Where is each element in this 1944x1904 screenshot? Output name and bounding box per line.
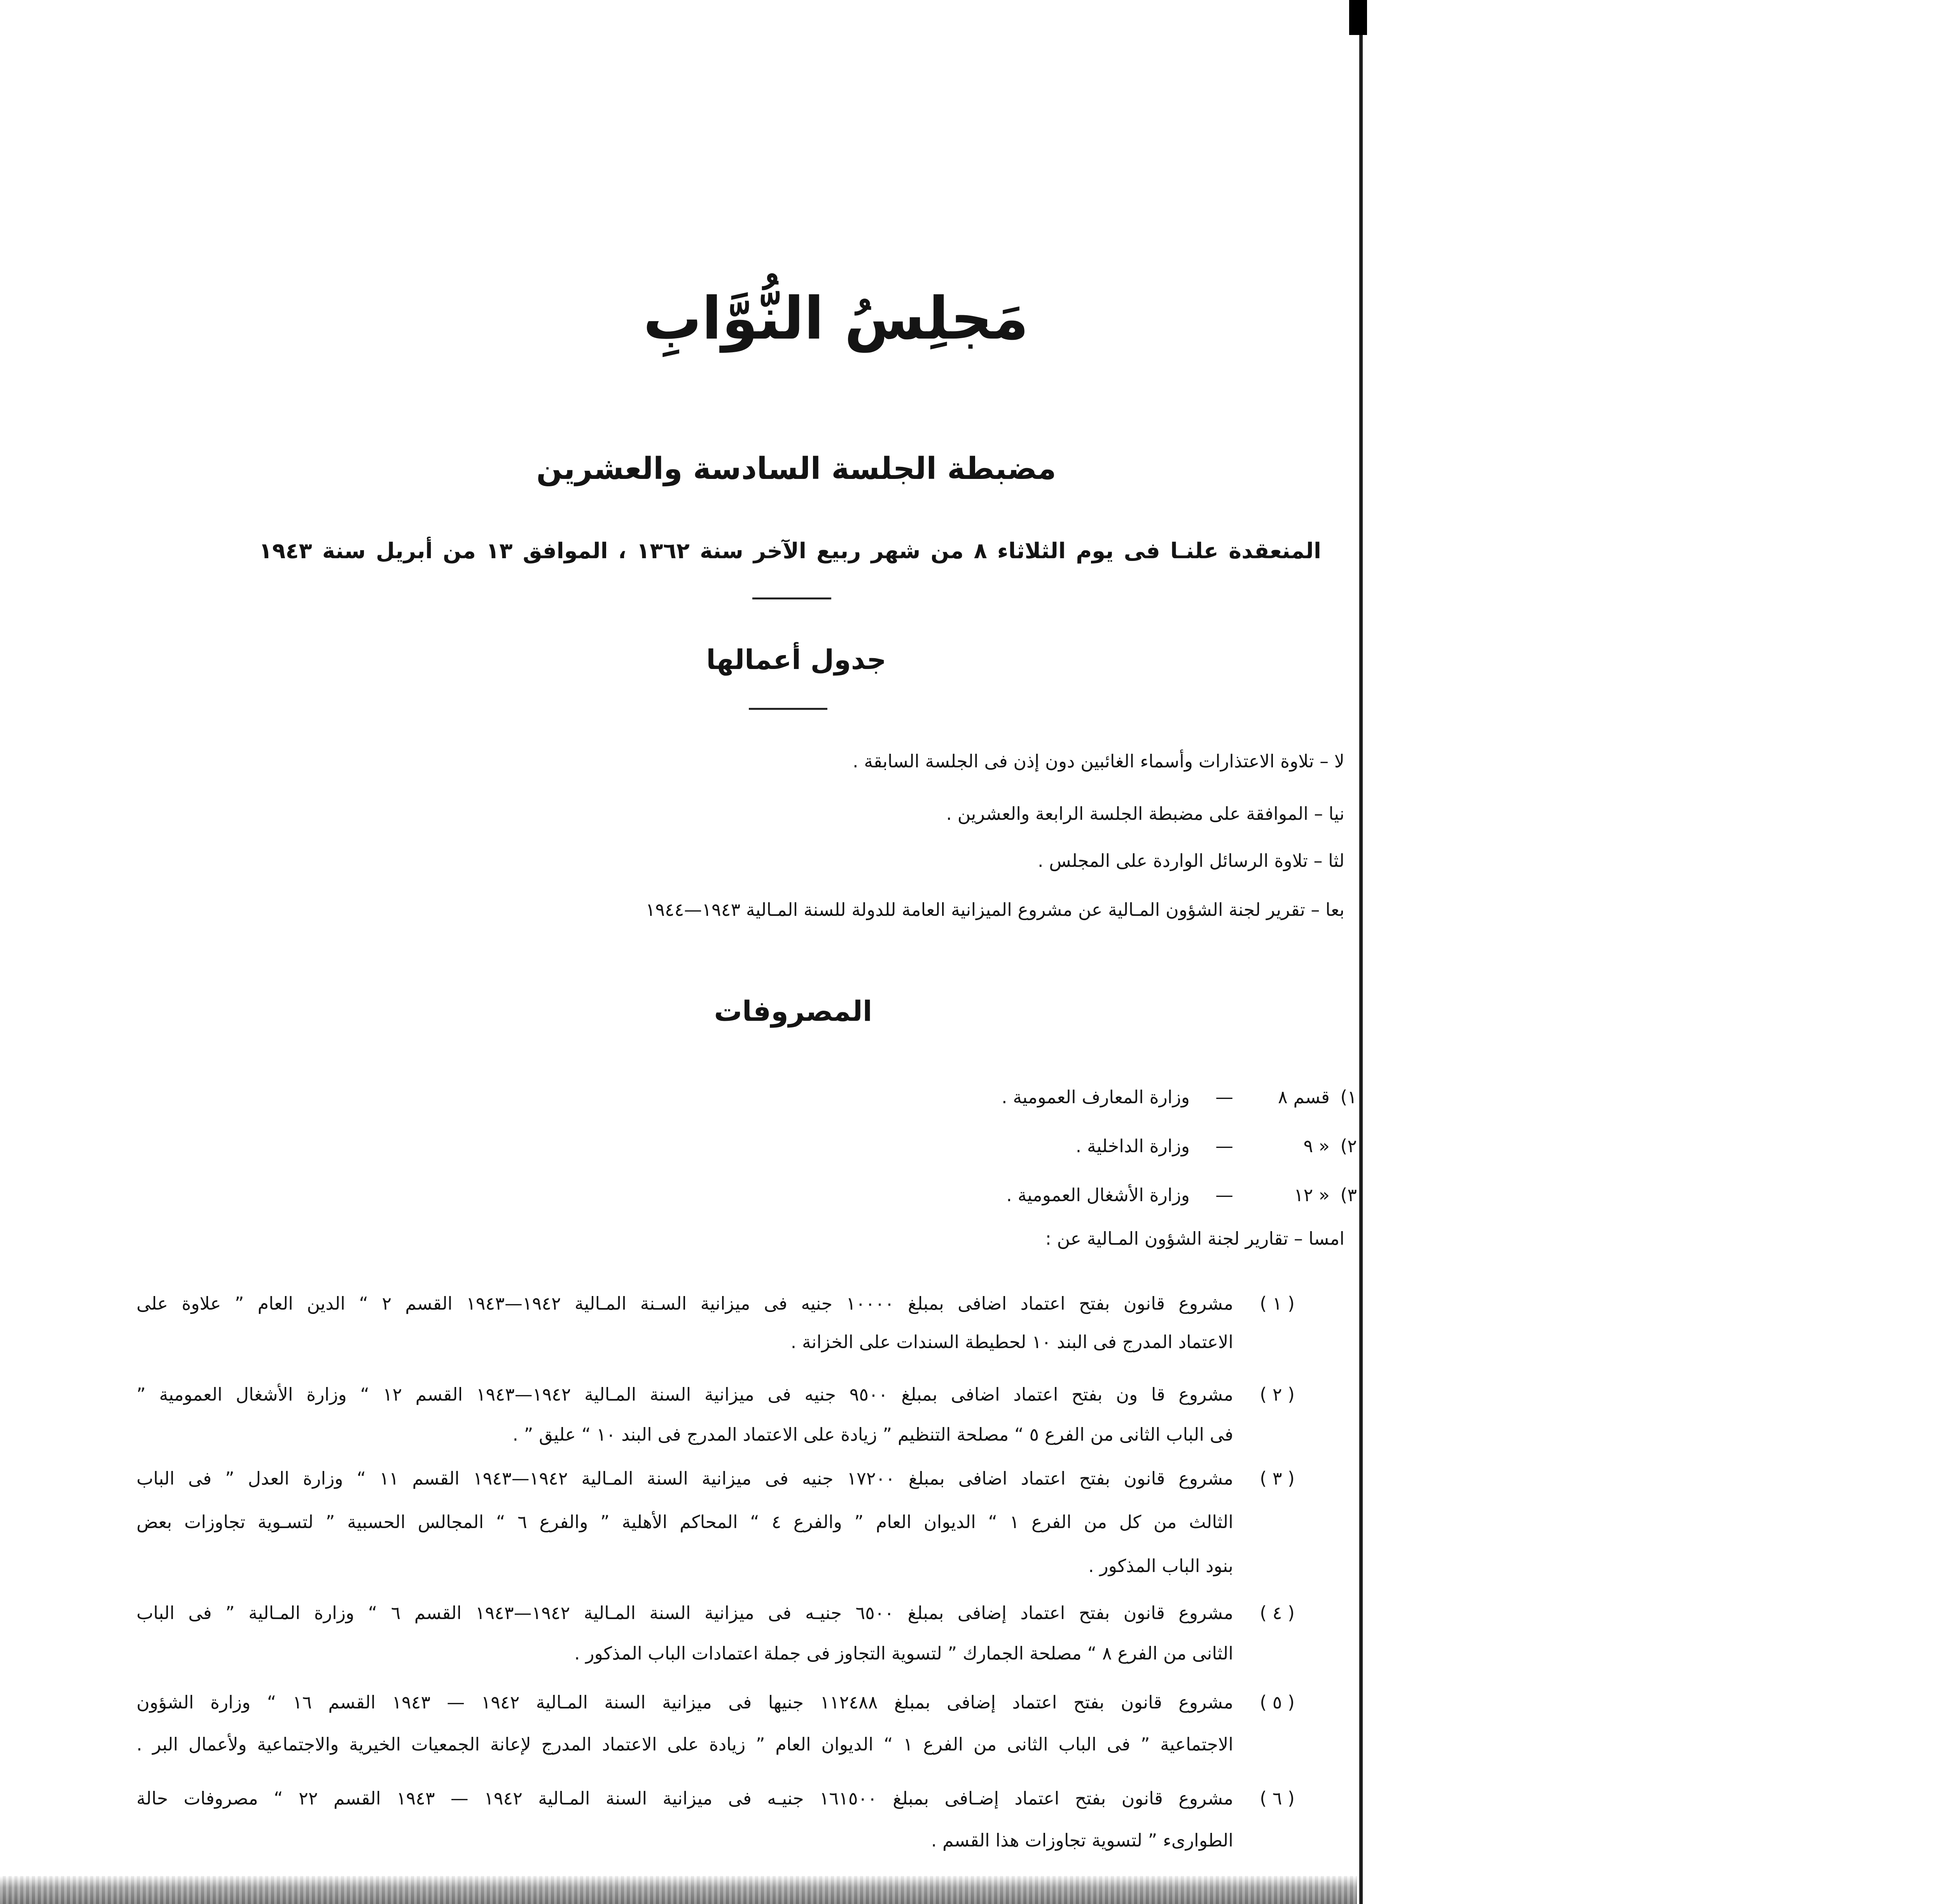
expense-ministry: وزارة الأشغال العمومية . <box>1006 1184 1190 1205</box>
bill-line: فى الباب الثانى من الفرع ٥ “ مصلحة التنظيم ” زيادة على الاعتماد المدرج فى البند ١٠ “ عليق ” . <box>512 1424 1233 1445</box>
agenda-item: بعا – تقرير لجنة الشؤون المـالية عن مشروع الميزانية العامة للدولة للسنة المـالية ١٩٤٣—١٩٤٤ <box>645 899 1344 920</box>
bill-line: مشروع قانون بفتح اعتماد إضـافى بمبلغ ١٦١٥٠٠ جنيـه فى ميزانية السنة المـالية ١٩٤٢ — ١٩٤٣ القسم ٢٢ “ مصروفات حالة <box>136 1788 1233 1809</box>
agenda-title: جدول أعمالها <box>706 644 886 676</box>
emblem-calligraphy-title: مَجلِسُ النُّوَّابِ <box>643 285 1029 353</box>
agenda-item: لثا – تلاوة الرسائل الواردة على المجلس . <box>1038 850 1344 871</box>
expense-dash: — <box>1215 1184 1233 1205</box>
bill-line: مشروع قا ون بفتح اعتماد اضافى بمبلغ ٩٥٠٠ جنيه فى ميزانية السنة المـالية ١٩٤٢—١٩٤٣ القسم ١٢ “ وزارة الأشغال العمومية ” <box>136 1384 1234 1405</box>
bill-number: ( ٦ ) <box>1260 1788 1295 1809</box>
bill-line: بنود الباب المذكور . <box>1088 1555 1233 1576</box>
expense-ministry: وزارة المعارف العمومية . <box>1001 1087 1190 1107</box>
page-binding-shadow <box>1349 0 1367 35</box>
expenses-heading: المصروفات <box>714 995 872 1027</box>
bill-number: ( ٥ ) <box>1260 1692 1295 1713</box>
scan-bottom-shadow <box>0 1876 1357 1904</box>
expense-number: ١) <box>1340 1087 1357 1107</box>
bill-number: ( ١ ) <box>1260 1293 1295 1314</box>
expense-ministry: وزارة الداخلية . <box>1075 1135 1190 1156</box>
divider-rule <box>749 708 827 710</box>
session-date-line: المنعقدة علنـا فى يوم الثلاثاء ٨ من شهر ربيع الآخر سنة ١٣٦٢ ، الموافق ١٣ من أبريل سنة ١٩٤٣ <box>259 538 1322 564</box>
bill-number: ( ٣ ) <box>1260 1468 1295 1489</box>
expense-section: قسم ٨ <box>1278 1087 1330 1107</box>
expense-dash: — <box>1215 1087 1233 1107</box>
bill-number: ( ٢ ) <box>1260 1384 1295 1405</box>
bill-line: مشروع قانون بفتح اعتماد إضافى بمبلغ ١١٢٤٨٨ جنيها فى ميزانية السنة المـالية ١٩٤٢ — ١٩٤٣ القسم ١٦ “ وزارة الشؤون <box>136 1692 1233 1713</box>
bill-line: الثانى من الفرع ٨ “ مصلحة الجمارك ” لتسوية التجاوز فى جملة اعتمادات الباب المذكور . <box>574 1643 1233 1664</box>
divider-rule <box>752 597 831 599</box>
bill-line: الثالث من كل من الفرع ١ “ الديوان العام ” والفرع ٤ “ المحاكم الأهلية ” والفرع ٦ “ المجالس الحسبية ” لتسـوية تجاوزات بعض <box>136 1511 1233 1532</box>
expense-number: ٣) <box>1340 1184 1357 1205</box>
agenda-item: لا – تلاوة الاعتذارات وأسماء الغائبين دون إذن فى الجلسة السابقة . <box>852 751 1344 772</box>
bill-number: ( ٤ ) <box>1260 1602 1295 1623</box>
expense-section: « ٩ <box>1303 1135 1330 1156</box>
agenda-item-reports: امسا – تقارير لجنة الشؤون المـالية عن : <box>1045 1228 1344 1249</box>
page-binding-edge <box>1359 0 1363 1904</box>
bill-line: مشروع قانون بفتح اعتماد إضافى بمبلغ ٦٥٠٠ جنيـه فى ميزانية السنة المـالية ١٩٤٢—١٩٤٣ القسم ٦ “ وزارة المـالية ” فى الباب <box>136 1602 1234 1623</box>
bill-line: مشروع قانون بفتح اعتماد اضافى بمبلغ ١٠٠٠٠ جنيه فى ميزانية السـنة المـالية ١٩٤٢—١٩٤٣ القسم ٢ “ الدين العام ” علاوة على <box>136 1293 1233 1314</box>
expense-number: ٢) <box>1340 1135 1357 1156</box>
bill-line: مشروع قانون بفتح اعتماد اضافى بمبلغ ١٧٢٠٠ جنيه فى ميزانية السنة المـالية ١٩٤٢—١٩٤٣ القسم ١١ “ وزارة العدل ” فى الباب <box>136 1468 1233 1489</box>
expense-dash: — <box>1215 1135 1233 1156</box>
bill-line: الاعتماد المدرج فى البند ١٠ لحطيطة السندات على الخزانة . <box>790 1331 1233 1352</box>
agenda-item: نيا – الموافقة على مضبطة الجلسة الرابعة والعشرين . <box>946 803 1344 824</box>
expense-section: « ١٢ <box>1294 1184 1330 1205</box>
bill-line: الاجتماعية ” فى الباب الثانى من الفرع ١ “ الديوان العام ” زيادة على الاعتماد المدرج لإعانة الجمعيات الخيرية والاجتماعية ولأعمال البر . <box>136 1734 1233 1755</box>
session-title: مضبطة الجلسة السادسة والعشرين <box>536 451 1056 486</box>
bill-line: الطوارىء ” لتسوية تجاوزات هذا القسم . <box>931 1830 1233 1851</box>
